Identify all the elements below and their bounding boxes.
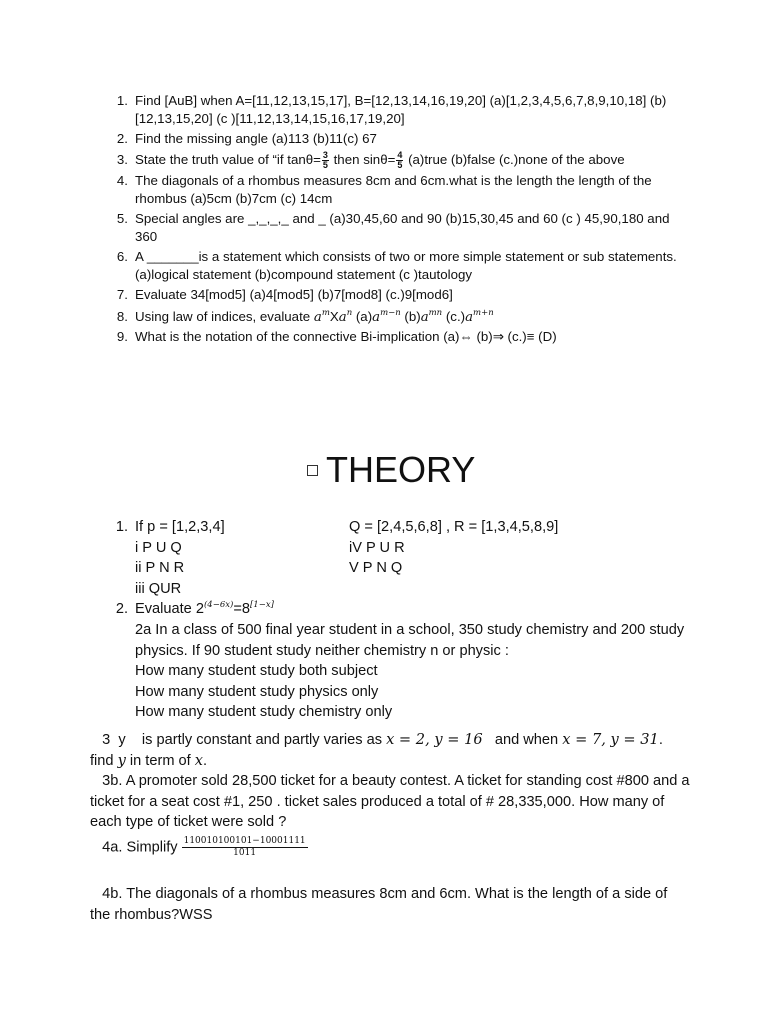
item-text: A _______is a statement which consists of two or more simple statement or sub statements.(a)logical statement (b)compound statement (c )tautology: [135, 249, 677, 282]
item-number: 2.: [115, 601, 128, 618]
math-var: a: [372, 310, 381, 325]
text-segment: in term of: [125, 752, 195, 769]
text-segment: State the truth value of “if tanθ=: [135, 152, 321, 167]
text-segment: (c.): [442, 309, 466, 324]
text-segment: Evaluate 2: [135, 601, 204, 618]
item-number: 1.: [116, 93, 128, 108]
item-text: [135, 517, 690, 599]
item-text: [135, 307, 690, 328]
math-var: x: [194, 751, 204, 769]
theory-item: [90, 517, 690, 599]
item-number: 5.: [116, 211, 128, 226]
item-number: 2.: [116, 131, 128, 146]
text-segment: 4a. Simplify: [90, 839, 178, 856]
exponent: (4−6x): [203, 600, 234, 611]
question-3b: 3b. A promoter sold 28,500 ticket for a beauty contest. A ticket for standing cost #800 and a ticket for a seat cost #1, 250 . ticket sales produced a total of # 28,335,000. How many of each type of ticket were sold ?: [90, 773, 694, 831]
numerator: 3: [322, 149, 328, 160]
question-4b: 4b. The diagonals of a rhombus measures 8cm and 6cm. What is the length of a side of the rhombus?WSS: [90, 886, 672, 923]
theory-heading: [307, 450, 475, 490]
sub-question-row: [135, 579, 690, 600]
theory-item: [90, 599, 690, 723]
item-text: Evaluate 34[mod5] (a)4[mod5] (b)7[mod8] (c.)9[mod6]: [135, 287, 453, 302]
heading-text: THEORY: [326, 449, 476, 490]
question-2a: 2a In a class of 500 final year student in a school, 350 study chemistry and 200 study physics. If 90 student study neither chemistry n or physic :: [135, 621, 685, 659]
sub-question: How many student study chemistry only: [135, 704, 393, 721]
objective-item: [90, 328, 690, 346]
checkbox-bullet-icon: [307, 465, 318, 476]
sub-question: ii P N R: [135, 560, 185, 577]
item-text: Find [AuB] when A=[11,12,13,15,17], B=[12,13,14,16,19,20] (a)[1,2,3,4,5,6,7,8,9,10,18] (b)[12,13,15,20] (c )[11,12,13,14,15,16,17,19,20]: [135, 93, 667, 126]
question-3: [90, 730, 690, 771]
exponent: [1−x]: [249, 600, 274, 611]
text-segment: .: [203, 752, 208, 769]
sub-question-row: [135, 558, 690, 579]
text-segment: =8: [233, 601, 250, 618]
text-segment: (a): [352, 309, 373, 324]
item-text: Find the missing angle (a)113 (b)11(c) 67: [135, 131, 377, 146]
math-expr: x = 2, y = 16: [386, 731, 483, 748]
theory-list: [90, 517, 690, 723]
item-text: The diagonals of a rhombus measures 8cm and 6cm.what is the length the length of the rhombus (a)5cm (b)7cm (c) 14cm: [135, 173, 652, 206]
sets-line: [135, 517, 690, 538]
sets-q-r: Q = [2,4,5,6,8] , R = [1,3,4,5,8,9]: [349, 519, 559, 535]
exponent: n: [346, 308, 353, 318]
objective-item: [90, 92, 690, 128]
text-segment: 3 y is partly constant and partly varies as: [90, 732, 387, 748]
text-segment: (a)true (b)false (c.)none of the above: [404, 152, 625, 167]
sub-question: How many student study physics only: [135, 683, 379, 700]
exponent: mn: [428, 308, 443, 318]
set-p: If p = [1,2,3,4]: [135, 519, 225, 535]
math-var: a: [465, 310, 474, 325]
item-number: 3.: [116, 152, 128, 167]
denominator: 1011: [233, 848, 257, 858]
exponent: m+n: [473, 308, 494, 318]
math-var: y: [117, 751, 126, 769]
objective-item: [90, 286, 690, 304]
numerator: 110010100101−10001111: [183, 836, 306, 846]
denominator: 5: [397, 159, 403, 170]
item-text: Special angles are _,_,_,_ and _ (a)30,45,60 and 90 (b)15,30,45 and 60 (c ) 45,90,180 and 360: [135, 211, 670, 244]
objective-item: [90, 307, 690, 328]
binary-fraction: [182, 836, 308, 859]
sub-question: V P N Q: [349, 560, 403, 577]
text-segment: then sinθ=: [329, 152, 396, 167]
numerator: 4: [397, 149, 403, 160]
sub-question: How many student study both subject: [135, 663, 378, 680]
text-segment: and when: [482, 732, 563, 748]
fraction: [322, 151, 329, 170]
item-number: 8.: [116, 309, 128, 324]
math-expr: x = 7, y = 31: [562, 731, 659, 748]
text-segment: find: [90, 752, 118, 769]
objective-list: [90, 92, 690, 346]
sub-question-row: [135, 538, 690, 559]
item-number: 7.: [116, 287, 128, 302]
objective-item: [90, 172, 690, 208]
objective-item: [90, 130, 690, 148]
text-segment: .: [658, 732, 663, 748]
text-segment: (b): [400, 309, 421, 324]
exponent: m: [321, 308, 330, 318]
objective-item: [90, 150, 690, 170]
sub-question: iV P U R: [349, 539, 405, 556]
math-var: a: [338, 310, 347, 325]
objective-item: [90, 210, 690, 246]
evaluate-line: [135, 599, 690, 620]
item-text: What is the notation of the connective Bi-implication (a)⇔ (b)⇒ (c.)≡ (D): [135, 329, 557, 344]
math-var: a: [313, 310, 322, 325]
denominator: 5: [322, 159, 328, 170]
exponent: m−n: [380, 308, 401, 318]
objective-item: [90, 248, 690, 284]
item-text: [135, 150, 690, 170]
question-4a: [90, 836, 690, 859]
item-number: 4.: [116, 173, 128, 188]
item-number: 6.: [116, 249, 128, 264]
item-text: [135, 599, 690, 723]
sub-question: iii QUR: [135, 580, 182, 597]
math-var: a: [420, 310, 429, 325]
item-number: 9.: [116, 329, 128, 344]
sub-question: i P U Q: [135, 539, 182, 556]
fraction: [396, 151, 403, 170]
text-segment: X: [329, 309, 339, 324]
item-number: 1.: [115, 519, 128, 535]
text-segment: Using law of indices, evaluate: [135, 309, 314, 324]
